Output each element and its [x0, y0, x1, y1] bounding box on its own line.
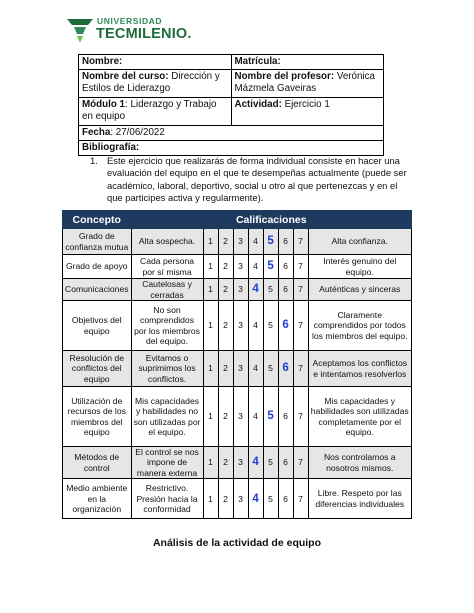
score-cell[interactable]: 5	[263, 351, 278, 387]
score-cell[interactable]: 7	[293, 387, 308, 447]
score-cell[interactable]: 6	[278, 255, 293, 279]
evaluation-row	[63, 351, 412, 387]
selected-score-cell[interactable]: 4	[248, 447, 263, 479]
score-cell[interactable]: 7	[293, 447, 308, 479]
student-info-table	[78, 54, 384, 156]
score-cell[interactable]: 2	[218, 255, 233, 279]
curso-label: Nombre del curso:	[82, 71, 169, 82]
evaluation-row	[63, 255, 412, 279]
bibliografia-label: Bibliografía:	[82, 142, 140, 153]
fecha-value: : 27/06/2022	[110, 127, 165, 138]
score-cell[interactable]: 1	[203, 447, 218, 479]
concept-cell: Objetivos del equipo	[63, 301, 132, 351]
score-cell[interactable]: 6	[278, 479, 293, 519]
instruction-number: 1.	[90, 155, 98, 166]
score-cell[interactable]: 3	[233, 301, 248, 351]
score-cell[interactable]: 2	[218, 279, 233, 301]
nombre-label: Nombre:	[82, 56, 123, 67]
actividad-cell	[231, 98, 384, 126]
score-cell[interactable]: 4	[248, 255, 263, 279]
low-descriptor-cell: Cada persona por sí misma	[131, 255, 203, 279]
header-grades: Calificaciones	[131, 211, 411, 229]
selected-score-cell[interactable]: 4	[248, 479, 263, 519]
score-cell[interactable]: 4	[248, 301, 263, 351]
grades-body	[63, 229, 412, 519]
score-cell[interactable]: 1	[203, 479, 218, 519]
fecha-label: Fecha	[82, 127, 111, 138]
score-cell[interactable]: 6	[278, 279, 293, 301]
score-cell[interactable]: 3	[233, 447, 248, 479]
low-descriptor-cell: Restrictivo. Presión hacia la conformidad	[131, 479, 203, 519]
team-evaluation-table	[62, 210, 412, 519]
low-descriptor-cell: Mis capacidades y habilidades no son utilizadas por el equipo.	[131, 387, 203, 447]
high-descriptor-cell: Nos controlamos a nosotros mismos.	[308, 447, 411, 479]
concept-cell: Grado de apoyo	[63, 255, 132, 279]
score-cell[interactable]: 2	[218, 479, 233, 519]
low-descriptor-cell: Alta sospecha.	[131, 229, 203, 255]
score-cell[interactable]: 6	[278, 447, 293, 479]
score-cell[interactable]: 1	[203, 301, 218, 351]
score-cell[interactable]: 3	[233, 351, 248, 387]
high-descriptor-cell: Interés genuino del equipo.	[308, 255, 411, 279]
concept-cell: Resolución de conflictos del equipo	[63, 351, 132, 387]
low-descriptor-cell: El control se nos impone de manera externa	[131, 447, 203, 479]
low-descriptor-cell: Evitamos o suprimimos los conflictos.	[131, 351, 203, 387]
score-cell[interactable]: 6	[278, 387, 293, 447]
score-cell[interactable]: 7	[293, 301, 308, 351]
score-cell[interactable]: 3	[233, 279, 248, 301]
tecmilenio-logo-icon	[66, 16, 94, 44]
score-cell[interactable]: 3	[233, 387, 248, 447]
score-cell[interactable]: 6	[278, 229, 293, 255]
logo-line-1: UNIVERSIDAD	[97, 16, 163, 26]
score-cell[interactable]: 7	[293, 255, 308, 279]
evaluation-row	[63, 479, 412, 519]
score-cell[interactable]: 3	[233, 479, 248, 519]
selected-score-cell[interactable]: 5	[263, 387, 278, 447]
evaluation-row	[63, 301, 412, 351]
score-cell[interactable]: 1	[203, 229, 218, 255]
instruction-text: Este ejercicio que realizarás de forma individual consiste en hacer una evaluación del equipo en el que te desempeñas actualmente (puede ser académico, laboral, deportivo, social u otro al que pertenezcas y en el que participes activa y regularmente).	[107, 155, 407, 204]
concept-cell: Comunicaciones	[63, 279, 132, 301]
score-cell[interactable]: 2	[218, 387, 233, 447]
fecha-cell	[79, 126, 384, 141]
concept-cell: Utilización de recursos de los miembros del equipo	[63, 387, 132, 447]
low-descriptor-cell: Cautelosas y cerradas	[131, 279, 203, 301]
curso-value: Dirección y Estilos de Liderazgo	[82, 71, 220, 94]
score-cell[interactable]: 2	[218, 301, 233, 351]
actividad-label: Actividad:	[234, 99, 282, 110]
concept-cell: Métodos de control	[63, 447, 132, 479]
logo-line-2: TECMILENIO.	[96, 26, 192, 42]
score-cell[interactable]: 5	[263, 279, 278, 301]
modulo-label: Módulo 1	[82, 99, 125, 110]
header-concept: Concepto	[63, 211, 132, 229]
nombre-cell	[79, 55, 232, 70]
score-cell[interactable]: 2	[218, 447, 233, 479]
matricula-cell	[231, 55, 384, 70]
score-cell[interactable]: 2	[218, 229, 233, 255]
score-cell[interactable]: 5	[263, 479, 278, 519]
profesor-label: Nombre del profesor:	[234, 71, 335, 82]
score-cell[interactable]: 1	[203, 387, 218, 447]
selected-score-cell[interactable]: 6	[278, 301, 293, 351]
evaluation-row	[63, 229, 412, 255]
high-descriptor-cell: Alta confianza.	[308, 229, 411, 255]
high-descriptor-cell: Mis capacidades y habilidades son utilizadas completamente por el equipo.	[308, 387, 411, 447]
score-cell[interactable]: 1	[203, 351, 218, 387]
profesor-value: Verónica Mázmela Gaveiras	[234, 71, 375, 94]
score-cell[interactable]: 4	[248, 387, 263, 447]
selected-score-cell[interactable]: 5	[263, 255, 278, 279]
score-cell[interactable]: 3	[233, 255, 248, 279]
concept-cell: Grado de confianza mutua	[63, 229, 132, 255]
score-cell[interactable]: 1	[203, 255, 218, 279]
selected-score-cell[interactable]: 5	[263, 229, 278, 255]
concept-cell: Medio ambiente en la organización	[63, 479, 132, 519]
instruction-item	[90, 155, 408, 205]
score-cell[interactable]: 5	[263, 447, 278, 479]
score-cell[interactable]: 7	[293, 279, 308, 301]
evaluation-row	[63, 447, 412, 479]
evaluation-row	[63, 279, 412, 301]
profesor-cell	[231, 70, 384, 98]
curso-cell	[79, 70, 232, 98]
bibliografia-cell	[79, 141, 384, 156]
score-cell[interactable]: 1	[203, 279, 218, 301]
score-cell[interactable]: 7	[293, 351, 308, 387]
high-descriptor-cell: Aceptamos los conflictos e intentamos resolverlos	[308, 351, 411, 387]
score-cell[interactable]: 3	[233, 229, 248, 255]
university-logo	[66, 14, 196, 46]
evaluation-row	[63, 387, 412, 447]
selected-score-cell[interactable]: 4	[248, 279, 263, 301]
high-descriptor-cell: Auténticas y sinceras	[308, 279, 411, 301]
score-cell[interactable]: 7	[293, 229, 308, 255]
modulo-cell	[79, 98, 232, 126]
matricula-label: Matrícula:	[234, 56, 281, 67]
score-cell[interactable]: 4	[248, 351, 263, 387]
score-cell[interactable]: 4	[248, 229, 263, 255]
high-descriptor-cell: Claramente comprendidos por todos los miembros del equipo.	[308, 301, 411, 351]
high-descriptor-cell: Libre. Respeto por las diferencias individuales	[308, 479, 411, 519]
score-cell[interactable]: 2	[218, 351, 233, 387]
modulo-value: : Liderazgo y Trabajo en equipo	[82, 99, 217, 122]
section-title: Análisis de la actividad de equipo	[152, 537, 322, 549]
selected-score-cell[interactable]: 6	[278, 351, 293, 387]
low-descriptor-cell: No son comprendidos por los miembros del equipo.	[131, 301, 203, 351]
actividad-value: Ejercicio 1	[281, 99, 330, 110]
score-cell[interactable]: 7	[293, 479, 308, 519]
score-cell[interactable]: 5	[263, 301, 278, 351]
